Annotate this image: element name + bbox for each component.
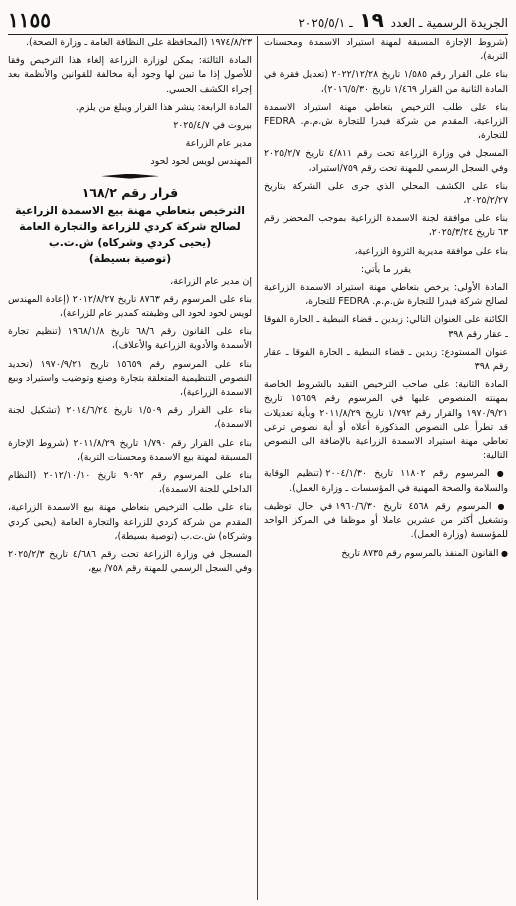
signature-place-date: بيروت في ٢٠٢٥/٤/٧: [173, 120, 252, 132]
decision-heading-line: لصالح شركة كردي للزراعة والتجارة العامة: [19, 219, 241, 233]
signature-name: المهندس لويس لحود لحود: [150, 156, 252, 168]
paragraph: إن مدير عام الزراعة،: [170, 275, 252, 287]
resolves-line: يقرر ما يأتي:: [361, 263, 411, 275]
article-three: المادة الثالثة: يمكن لوزارة الزراعة إلغاء هذا الترخيص وفقا للأصول إذا ما تبين لها وجود أية مخالفة للقوانين والأنظمة بعد إجراء الكشف الحسي.: [8, 55, 252, 95]
article-four: المادة الرابعة: ينشر هذا القرار ويبلغ من يلزم.: [75, 101, 252, 113]
left-column: [8, 36, 252, 901]
decision-heading-line: (توصية بسيطة): [88, 251, 172, 265]
article-one: المادة الأولى: يرخص بتعاطي مهنة استيراد الاسمدة الزراعية لصالح شركة فيدرا للتجارة ش.م.م. FEDRA للتجارة،: [264, 282, 508, 308]
paragraph: بناء على القانون رقم ٦٨/٦ تاريخ ١٩٦٨/١/٨ (تنظيم تجارة الأسمدة والأدوية الزراعية والأعلاف)،: [8, 326, 252, 352]
list-item: ● القانون المنفذ بالمرسوم رقم ٨٧٣٥ تاريخ: [264, 547, 508, 561]
paragraph: ١٩٧٤/٨/٢٣ (المحافظة على النظافة العامة ـ وزارة الصحة).: [26, 37, 252, 48]
paragraph: بناء على الكشف المحلي الذي جرى على الشركة بتاريخ ٢٠٢٥/٢/٢٧،: [264, 180, 508, 207]
paragraph: عنوان المستودع: زبدين ـ قضاء النبطية ـ الحارة الفوقا ـ عقار رقم ٣٩٨: [264, 346, 508, 373]
paragraph: بناء على القرار رقم ١/٥٠٩ تاريخ ٢٠١٤/٦/٢٤ (تشكيل لجنة الاسمدة)،: [8, 405, 252, 431]
decision-heading-line: الترخيص بتعاطي مهنة بيع الاسمدة الزراعية: [15, 203, 245, 217]
paragraph: المسجل في وزارة الزراعة تحت رقم ٤/٨١١ تاريخ ٢٠٢٥/٢/٧ وفي السجل الرسمي للمهنة تحت رقم ٧٥٩/استيراد،: [264, 148, 508, 174]
paragraph: الكائنة على العنوان التالي: زبدين ـ قضاء النبطية ـ الحارة الفوقا ـ عقار رقم ٣٩٨: [264, 314, 508, 340]
gazette-name: الجريدة الرسمية ـ العدد: [390, 16, 508, 30]
decision-title: قرار رقم ١٦٨/٢: [81, 184, 179, 200]
paragraph: بناء على طلب الترخيص بتعاطي مهنة بيع الاسمدة الزراعية، المقدم من شركة كردي للزراعة والتجارة العامة (يحيى كردي وشركاه) ش.ت.ب (توصية بسيطة)،: [8, 502, 252, 542]
paragraph: بناء على المرسوم رقم ٨٧٦٣ تاريخ ٢٠١٢/٨/٢٧ (إعادة المهندس لويس لحود لحود الى وظيفته كمدير عام للزراعة)،: [8, 293, 252, 320]
paragraph: بناء على المرسوم رقم ٩٠٩٢ تاريخ ٢٠١٢/١٠/١٠ (النظام الداخلي للجنة الاسمدة)،: [8, 470, 252, 496]
paragraph: بناء على طلب الترخيص بتعاطي مهنة استيراد الاسمدة الزراعية، المقدم من شركة فيدرا للتجارة ش.م.م. FEDRA للتجارة،: [264, 101, 508, 142]
article-two: المادة الثانية: على صاحب الترخيص التقيد بالشروط الخاصة بمهنته المنصوص عليها في المرسوم رقم ١٥٦٥٩ تاريخ ١٩٧٠/٩/٢١ والقرار رقم ١/٧٩٢ تاريخ ٢٠١١/٨/٢٩ وبأية تعديلات قد تطرأ على النصوص المذكورة أعلاه أو أية نصوص ترعى تعاطي مهنة استيراد الاسمدة الزراعية بالإضافة الى النصوص التالية:: [264, 379, 508, 462]
issue-number: ١٩: [359, 8, 384, 32]
page-header: [8, 6, 508, 35]
paragraph: (شروط الإجازة المسبقة لمهنة استيراد الاسمدة ومحسنات التربة)،: [264, 37, 508, 63]
list-item: ● المرسوم رقم ٤٥٦٨ تاريخ ١٩٦٠/٦/٣٠ في حال توظيف وتشغيل أكثر من عشرين عاملا أو موظفا في المركز الواحد للمؤسسة (وزارة العمل).: [264, 500, 508, 543]
paragraph: بناء على موافقة مديرية الثروة الزراعية،: [354, 245, 508, 257]
right-column: [264, 36, 508, 901]
issue-date: ـ ٢٠٢٥/٥/١: [298, 16, 353, 30]
paragraph: المسجل في وزارة الزراعة تحت رقم ٤/٦٨٦ تاريخ ٢٠٢٥/٢/٣ وفي السجل الرسمي للمهنة رقم ٧٥٨/ بيع،: [8, 549, 252, 575]
signature-title: مدير عام الزراعة: [185, 138, 252, 150]
paragraph: بناء على القرار رقم ١/٥٨٥ تاريخ ٢٠٢٢/١٢/٢٨ (تعديل فقرة في المادة الثانية من القرار ١/٤٦٩ تاريخ ٢٠١٦/٥/٣٠)،: [264, 69, 508, 95]
section-separator-ornament: [101, 174, 159, 179]
page-number: ١١٥٥: [8, 8, 51, 32]
gazette-title: [298, 8, 508, 32]
decision-heading-line: (يحيى كردي وشركاه) ش.ت.ب: [48, 235, 212, 249]
paragraph: بناء على القرار رقم ١/٧٩٠ تاريخ ٢٠١١/٨/٢٩ (شروط الإجازة المسبقة لمهنة بيع الاسمدة ومحسنات التربة)،: [8, 437, 252, 463]
paragraph: بناء على موافقة لجنة الاسمدة الزراعية بموجب المحضر رقم ٦٣ تاريخ ٢٠٢٥/٣/٢٤،: [264, 213, 508, 239]
column-divider: [257, 36, 258, 900]
list-item: ● المرسوم رقم ١١٨٠٢ تاريخ ٢٠٠٤/١/٣٠ (تنظيم الوقاية والسلامة والصحة المهنية في المؤسسات ـ وزارة العمل).: [264, 467, 508, 495]
paragraph: بناء على المرسوم رقم ١٥٦٥٩ تاريخ ١٩٧٠/٩/٢١ (تحديد النصوص التنظيمية المتعلقة بتجارة وصنع وتوضيب واستيراد وبيع الاسمدة الزراعية)،: [8, 358, 252, 399]
